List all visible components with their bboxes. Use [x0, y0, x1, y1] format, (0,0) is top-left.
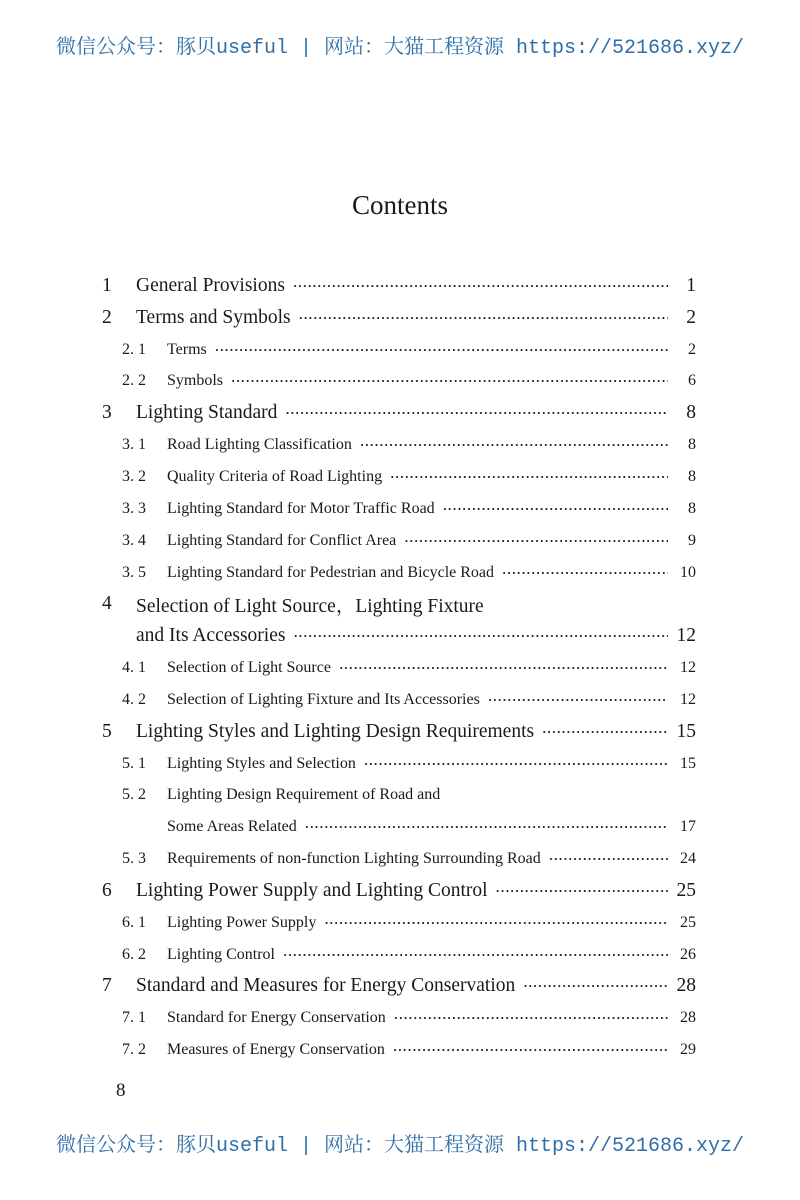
toc-dot-leader [394, 1010, 668, 1026]
toc-entry-page: 8 [688, 467, 696, 485]
watermark-banner-bottom: 微信公众号：豚贝useful | 网站：大猫工程资源 https://521686.xyz/ [55, 1135, 745, 1158]
toc-entry-number: 3. 5 [122, 563, 146, 581]
toc-entry [100, 588, 696, 620]
toc-entry [100, 525, 696, 557]
toc-entry [100, 620, 696, 652]
toc-entry-number: 2 [102, 306, 112, 328]
toc-entry [100, 1034, 696, 1066]
toc-entry-number: 7. 2 [122, 1041, 146, 1059]
toc-dot-leader [231, 373, 668, 389]
toc-entry-label: Selection of Lighting Fixture and Its Accessories [167, 690, 480, 708]
toc-entry [100, 780, 696, 812]
toc-dot-leader [285, 405, 668, 421]
toc-entry-page: 15 [680, 754, 696, 772]
toc-dot-leader [215, 342, 668, 358]
toc-dot-leader [542, 724, 668, 740]
toc-dot-leader [496, 883, 668, 899]
toc-entry [100, 811, 696, 843]
toc-entry-page: 2 [686, 306, 696, 328]
toc-entry [100, 366, 696, 398]
toc-entry-label: Standard and Measures for Energy Conservation [136, 975, 516, 997]
toc-entry-page: 12 [680, 659, 696, 677]
toc-entry [100, 652, 696, 684]
toc-entry-label: Lighting Power Supply and Lighting Control [136, 879, 488, 901]
toc-entry-label: Standard for Energy Conservation [167, 1009, 386, 1027]
toc-entry-label: Measures of Energy Conservation [167, 1041, 385, 1059]
toc-entry-number: 6 [102, 879, 112, 901]
toc-dot-leader [324, 915, 668, 931]
toc-dot-leader [393, 1042, 668, 1058]
toc-entry-number: 7. 1 [122, 1009, 146, 1027]
toc-entry-number: 5. 2 [122, 786, 146, 804]
toc-entry-page: 29 [680, 1041, 696, 1059]
toc-entry-number: 6. 2 [122, 945, 146, 963]
toc-entry-page: 24 [680, 850, 696, 868]
toc-entry-page: 9 [688, 531, 696, 549]
toc-entry-label: and Its Accessories [136, 625, 286, 647]
toc-entry-page: 1 [686, 274, 696, 296]
toc-entry-page: 15 [676, 720, 696, 742]
toc-entry-page: 25 [676, 879, 696, 901]
toc-entry-number: 6. 1 [122, 913, 146, 931]
toc-entry-label: Terms and Symbols [136, 306, 291, 328]
toc-entry [100, 748, 696, 780]
toc-dot-leader [360, 437, 668, 453]
toc-entry-number: 4. 1 [122, 659, 146, 677]
toc-entry-page: 28 [680, 1009, 696, 1027]
toc-entry-label: Selection of Light Source，Lighting Fixture [136, 596, 484, 618]
toc-entry-number: 5. 3 [122, 850, 146, 868]
toc-dot-leader [305, 819, 668, 835]
toc-dot-leader [293, 278, 668, 294]
toc-entry-page: 25 [680, 913, 696, 931]
toc-entry-number: 5. 1 [122, 754, 146, 772]
toc-entry [100, 493, 696, 525]
toc-entry [100, 907, 696, 939]
toc-entry-page: 8 [688, 436, 696, 454]
toc-dot-leader [293, 628, 668, 644]
toc-entry-number: 3. 1 [122, 436, 146, 454]
toc-entry-label: Lighting Power Supply [167, 913, 317, 931]
page-number: 8 [116, 1080, 126, 1101]
toc-entry [100, 875, 696, 907]
toc-entry-label: Requirements of non-function Lighting Surrounding Road [167, 850, 541, 868]
toc-dot-leader [283, 947, 668, 963]
toc-dot-leader [549, 851, 668, 867]
toc-entry [100, 429, 696, 461]
toc-entry [100, 843, 696, 875]
toc-dot-leader [523, 978, 668, 994]
toc-entry-page: 8 [686, 402, 696, 424]
toc-dot-leader [404, 533, 668, 549]
toc-dot-leader [364, 756, 668, 772]
toc-entry [100, 557, 696, 589]
toc-entry [100, 397, 696, 429]
toc-entry-number: 2. 2 [122, 372, 146, 390]
toc-dot-leader [299, 310, 668, 326]
toc-entry [100, 716, 696, 748]
toc-entry [100, 939, 696, 971]
toc-entry [100, 461, 696, 493]
toc-entry-label: Selection of Light Source [167, 659, 331, 677]
toc-dot-leader [488, 692, 668, 708]
toc-entry-label: Road Lighting Classification [167, 436, 352, 454]
toc-entry-number: 4 [102, 593, 112, 615]
toc-entry [100, 971, 696, 1003]
toc-entry-label: Lighting Standard for Pedestrian and Bicycle Road [167, 563, 495, 581]
toc-entry-page: 2 [688, 340, 696, 358]
toc-entry-label: Lighting Styles and Lighting Design Requirements [136, 720, 535, 742]
toc-entry-number: 3. 4 [122, 531, 146, 549]
toc-entry-page: 12 [676, 625, 696, 647]
toc-entry [100, 1002, 696, 1034]
toc-entry-page: 8 [688, 499, 696, 517]
toc-entry-number: 3 [102, 402, 112, 424]
toc-dot-leader [502, 565, 668, 581]
toc-entry-label: Terms [167, 340, 207, 358]
toc-entry-label: Lighting Design Requirement of Road and [167, 786, 441, 804]
toc-entry [100, 684, 696, 716]
toc-entry-number: 7 [102, 975, 112, 997]
toc-entry-label: Quality Criteria of Road Lighting [167, 467, 383, 485]
toc-entry-label: Symbols [167, 372, 224, 390]
toc-entry-page: 26 [680, 945, 696, 963]
toc-entry-page: 17 [680, 818, 696, 836]
toc-entry-page: 6 [688, 372, 696, 390]
toc-entry-page: 28 [676, 975, 696, 997]
toc-entry-page: 10 [680, 563, 696, 581]
page-title: Contents [351, 190, 448, 220]
toc-entry-number: 3. 2 [122, 467, 146, 485]
toc-entry-number: 3. 3 [122, 499, 146, 517]
watermark-banner-top: 微信公众号：豚贝useful | 网站：大猫工程资源 https://521686.xyz/ [55, 37, 745, 60]
toc-entry [100, 334, 696, 366]
toc-entry-number: 2. 1 [122, 340, 146, 358]
toc-entry-number: 4. 2 [122, 690, 146, 708]
toc-entry-label: Lighting Standard for Conflict Area [167, 531, 397, 549]
table-of-contents [100, 270, 696, 1066]
toc-entry-number: 1 [102, 274, 112, 296]
toc-dot-leader [339, 660, 668, 676]
toc-entry-number: 5 [102, 720, 112, 742]
toc-entry-label: Lighting Standard [136, 402, 278, 424]
toc-entry [100, 302, 696, 334]
toc-entry-label: Some Areas Related [167, 818, 297, 836]
toc-entry-label: Lighting Standard for Motor Traffic Road [167, 499, 435, 517]
toc-entry-label: Lighting Styles and Selection [167, 754, 356, 772]
toc-entry-label: Lighting Control [167, 945, 275, 963]
toc-dot-leader [390, 469, 668, 485]
toc-entry [100, 270, 696, 302]
toc-entry-page: 12 [680, 690, 696, 708]
toc-entry-label: General Provisions [136, 274, 285, 296]
toc-dot-leader [443, 501, 668, 517]
